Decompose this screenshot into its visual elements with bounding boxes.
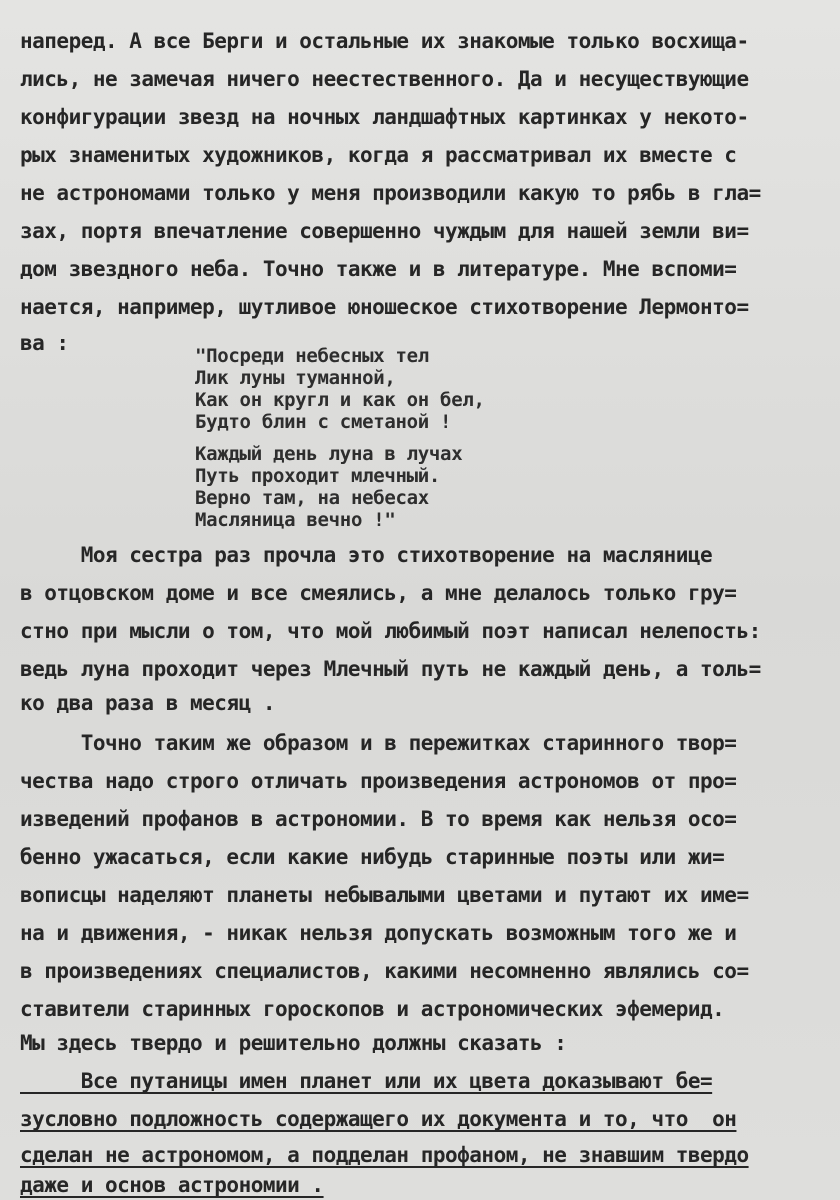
underlined-text-line: сделан не астрономом, а подделан профаном, не знавшим твердо xyxy=(20,1143,749,1167)
text-line: чества надо строго отличать произведения астрономов от про= xyxy=(20,769,737,793)
poem-line: Лик луны туманной, xyxy=(195,367,396,389)
poem-line: Как он кругл и как он бел, xyxy=(195,389,485,411)
text-line: стно при мысли о том, что мой любимый поэт написал нелепость: xyxy=(20,619,761,643)
text-line: Точно таким же образом и в пережитках старинного твор= xyxy=(20,731,737,755)
text-line: ставители старинных гороскопов и астрономических эфемерид. xyxy=(20,997,725,1021)
text-line: ко два раза в месяц . xyxy=(20,691,276,715)
text-line: Мы здесь твердо и решительно должны сказать : xyxy=(20,1031,567,1055)
poem-line: Каждый день луна в лучах xyxy=(195,443,463,465)
text-line: зах, портя впечатление совершенно чуждым для нашей земли ви= xyxy=(20,219,749,243)
text-line: наперед. А все Берги и остальные их знакомые только восхища- xyxy=(20,29,749,53)
text-line: бенно ужасаться, если какие нибудь старинные поэты или жи= xyxy=(20,845,725,869)
poem-line: Путь проходит млечный. xyxy=(195,465,441,487)
text-line: рых знаменитых художников, когда я рассматривал их вместе с xyxy=(20,143,737,167)
text-line: Моя сестра раз прочла это стихотворение на маслянице xyxy=(20,543,713,567)
poem-line: Масляница вечно !" xyxy=(195,509,396,531)
text-line: не астрономами только у меня производили какую то рябь в гла= xyxy=(20,181,761,205)
text-line: ва : xyxy=(20,331,69,355)
text-line: вописцы наделяют планеты небывалыми цветами и путают их име= xyxy=(20,883,749,907)
poem-line: Будто блин с сметаной ! xyxy=(195,411,452,433)
text-line: нается, например, шутливое юношеское стихотворение Лермонто= xyxy=(20,295,749,319)
poem-line: Верно там, на небесах xyxy=(195,487,429,509)
text-line: лись, не замечая ничего неестественного. Да и несуществующие xyxy=(20,67,749,91)
underlined-text-line: зусловно подложность содержащего их документа и то, что он xyxy=(20,1107,737,1131)
poem-line: "Посреди небесных тел xyxy=(195,345,429,367)
underlined-text-line: даже и основ астрономии . xyxy=(20,1173,324,1197)
text-line: конфигурации звезд на ночных ландшафтных картинках у некото- xyxy=(20,105,749,129)
text-line: в произведениях специалистов, какими несомненно являлись со= xyxy=(20,959,749,983)
text-line: изведений профанов в астрономии. В то время как нельзя осо= xyxy=(20,807,737,831)
text-line: ведь луна проходит через Млечный путь не каждый день, а толь= xyxy=(20,657,761,681)
text-line: на и движения, - никак нельзя допускать возможным того же и xyxy=(20,921,737,945)
underlined-text-line: Все путаницы имен планет или их цвета доказывают бе= xyxy=(20,1069,713,1093)
text-line: дом звездного неба. Точно также и в литературе. Мне вспоми= xyxy=(20,257,737,281)
text-line: в отцовском доме и все смеялись, а мне делалось только гру= xyxy=(20,581,737,605)
